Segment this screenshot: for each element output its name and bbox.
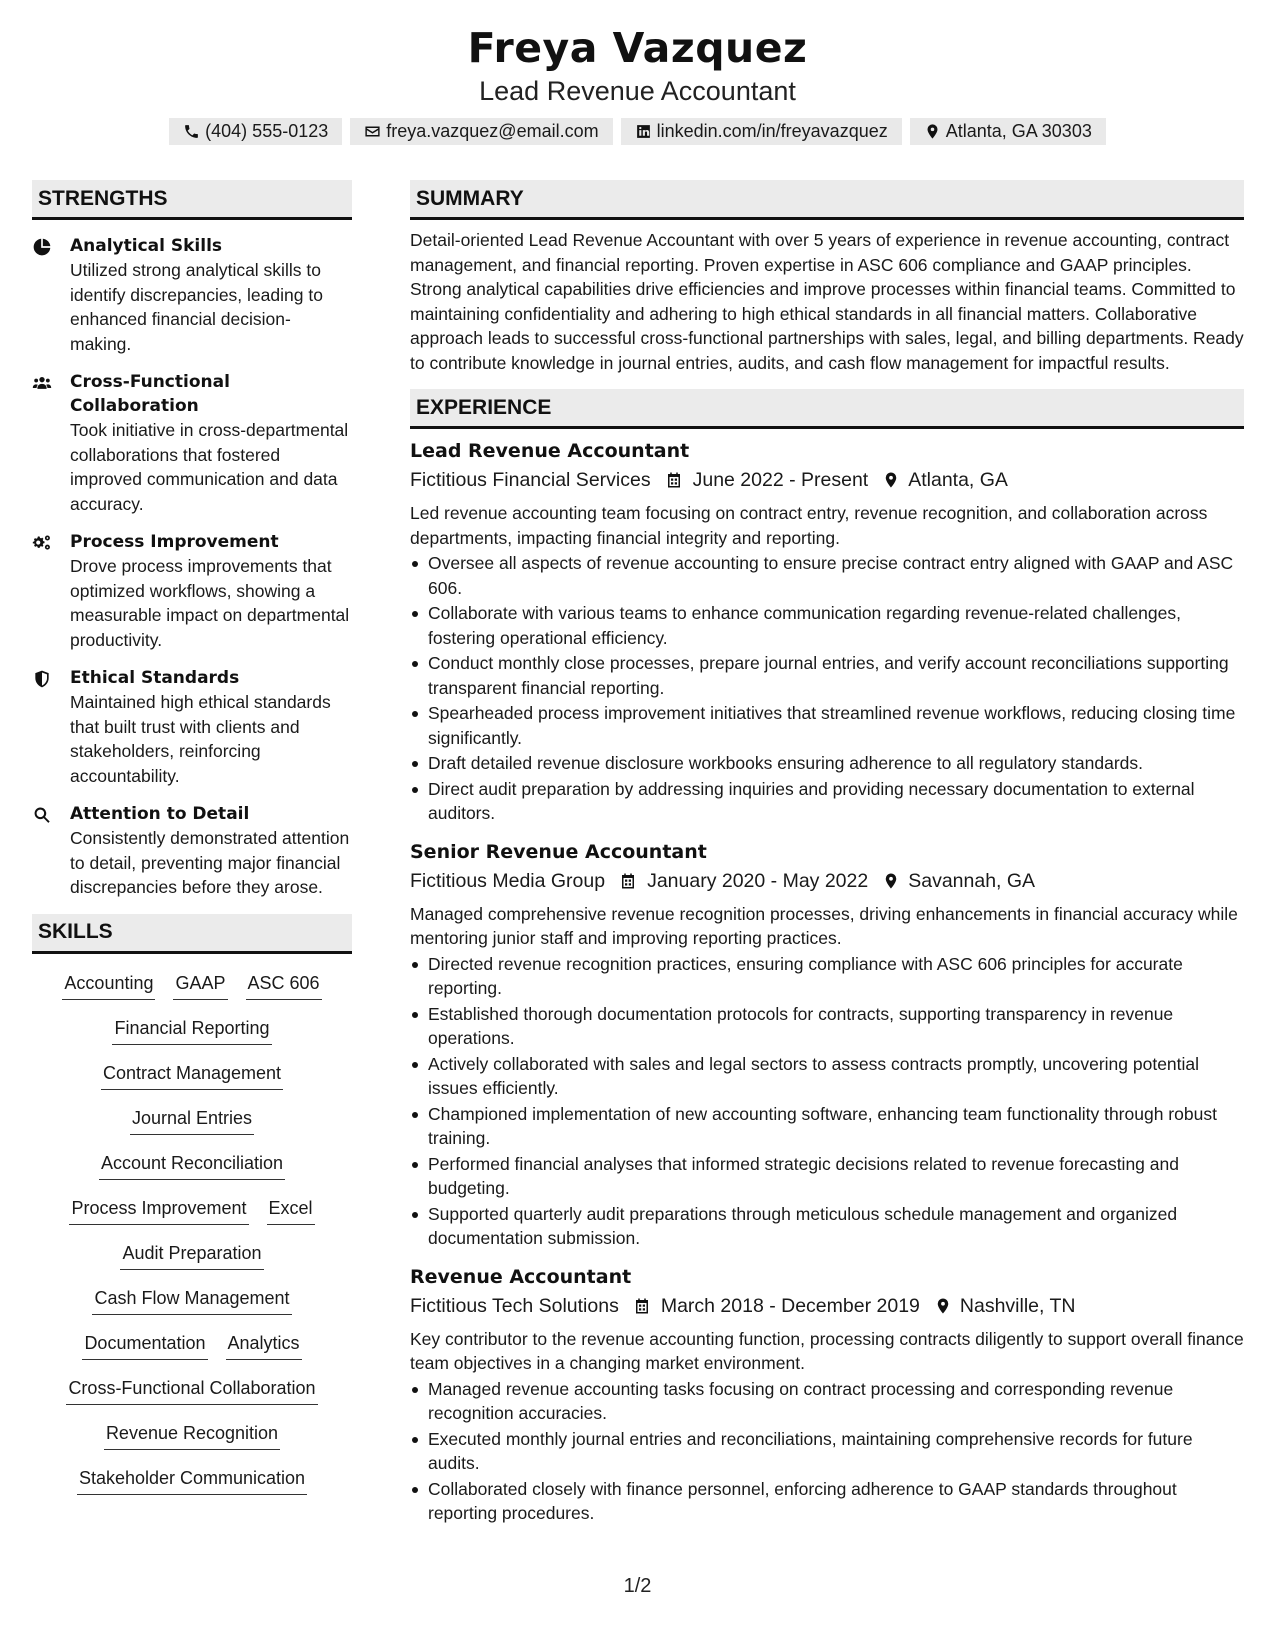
skill-tag: Accounting bbox=[62, 970, 155, 1000]
job-description: Led revenue accounting team focusing on contract entry, revenue recognition, and collaboration across departments, impacting financial integrity and reporting. bbox=[410, 503, 1208, 548]
skill-tag: Excel bbox=[267, 1195, 315, 1225]
list-item: Championed implementation of new accounting software, enhancing team functionality through robust training. bbox=[410, 1102, 1244, 1151]
summary-text: Detail-oriented Lead Revenue Accountant with over 5 years of experience in revenue accounting, contract management, and financial reporting. Proven expertise in ASC 606 compliance and GAAP principles. Strong analytical capabilities drive efficiencies and improve processes within financial teams. Committed to maintaining confidentiality and adhering to high ethical standards in all financial matters. Collaborative approach leads to successful cross-functional partnerships with sales, legal, and billing departments. Ready to contribute knowledge in journal entries, audits, and cash flow management for impactful results. bbox=[410, 230, 1244, 373]
job-title: Revenue Accountant bbox=[410, 1265, 632, 1288]
strength-item bbox=[32, 370, 352, 516]
list-item: Directed revenue recognition practices, ensuring compliance with ASC 606 principles for accurate reporting. bbox=[410, 952, 1244, 1001]
candidate-name: Freya Vazquez bbox=[467, 24, 808, 72]
strength-desc: Maintained high ethical standards that built trust with clients and stakeholders, reinforcing accountability. bbox=[70, 692, 331, 786]
strength-title: Process Improvement bbox=[70, 532, 279, 552]
strength-title: Cross-Functional Collaboration bbox=[70, 372, 230, 416]
skill-tag: ASC 606 bbox=[246, 970, 322, 1000]
job-company: Fictitious Financial Services bbox=[410, 469, 651, 491]
location-text: Atlanta, GA 30303 bbox=[945, 121, 1092, 141]
skill-tag: Analytics bbox=[226, 1330, 302, 1360]
location-pin-icon bbox=[882, 872, 900, 890]
calendar-icon bbox=[633, 1297, 651, 1315]
list-item: Spearheaded process improvement initiatives that streamlined revenue workflows, reducing closing time significantly. bbox=[410, 701, 1244, 750]
list-item: Direct audit preparation by addressing inquiries and providing necessary documentation to external auditors. bbox=[410, 777, 1244, 826]
skill-tag: Account Reconciliation bbox=[99, 1150, 285, 1180]
job-location: Savannah, GA bbox=[908, 869, 1036, 892]
pie-chart-icon bbox=[32, 237, 52, 257]
calendar-icon bbox=[665, 471, 683, 489]
skill-row bbox=[120, 1240, 263, 1285]
job-dates: March 2018 - December 2019 bbox=[660, 1294, 920, 1317]
job-description: Managed comprehensive revenue recognition processes, driving enhancements in financial accuracy while mentoring junior staff and improving reporting practices. bbox=[410, 903, 1238, 948]
list-item: Actively collaborated with sales and legal sectors to assess contracts promptly, uncovering potential issues efficiently. bbox=[410, 1052, 1244, 1101]
strength-desc: Consistently demonstrated attention to detail, preventing major financial discrepancies before they arose. bbox=[70, 828, 350, 897]
skill-tag: Process Improvement bbox=[69, 1195, 248, 1225]
skill-tag: Stakeholder Communication bbox=[77, 1465, 307, 1495]
job-entry bbox=[410, 838, 1244, 1251]
job-meta bbox=[410, 866, 1244, 896]
skills-heading: SKILLS bbox=[32, 914, 352, 954]
skill-tag: Cross-Functional Collaboration bbox=[66, 1375, 317, 1405]
strength-desc: Utilized strong analytical skills to identify discrepancies, leading to enhanced financial decision-making. bbox=[70, 260, 323, 354]
experience-heading: EXPERIENCE bbox=[410, 389, 1244, 429]
skill-row bbox=[62, 970, 321, 1015]
job-location: Atlanta, GA bbox=[908, 469, 1008, 491]
list-item: Draft detailed revenue disclosure workbooks ensuring adherence to all regulatory standards. bbox=[410, 751, 1244, 776]
calendar-icon bbox=[619, 872, 637, 890]
users-icon bbox=[32, 373, 52, 393]
email-text: freya.vazquez@email.com bbox=[386, 121, 599, 141]
strengths-heading: STRENGTHS bbox=[32, 180, 352, 220]
right-column bbox=[410, 180, 1244, 1527]
job-meta bbox=[410, 465, 1244, 495]
skill-row bbox=[130, 1105, 254, 1150]
list-item: Collaborate with various teams to enhance communication regarding revenue-related challenges, fostering operational efficiency. bbox=[410, 601, 1244, 650]
contact-location bbox=[910, 118, 1106, 145]
skill-row bbox=[99, 1150, 285, 1195]
contact-phone bbox=[169, 118, 342, 145]
skill-row bbox=[112, 1015, 271, 1060]
skill-tag: Financial Reporting bbox=[112, 1015, 271, 1045]
list-item: Oversee all aspects of revenue accounting to ensure precise contract entry aligned with GAAP and ASC 606. bbox=[410, 551, 1244, 600]
strength-item bbox=[32, 666, 352, 788]
list-item: Collaborated closely with finance personnel, enforcing adherence to GAAP standards throughout reporting procedures. bbox=[410, 1477, 1244, 1526]
strength-title: Attention to Detail bbox=[70, 804, 250, 824]
strength-item bbox=[32, 802, 352, 900]
job-entry bbox=[410, 1263, 1244, 1526]
shield-icon bbox=[32, 669, 52, 689]
skill-row bbox=[82, 1330, 301, 1375]
gears-icon bbox=[32, 533, 52, 553]
job-bullets bbox=[410, 1377, 1244, 1526]
left-column bbox=[32, 180, 352, 1510]
job-dates: June 2022 - Present bbox=[692, 469, 869, 491]
job-title: Lead Revenue Accountant bbox=[410, 440, 690, 462]
job-title: Senior Revenue Accountant bbox=[410, 840, 707, 863]
strength-item bbox=[32, 530, 352, 652]
job-location: Nashville, TN bbox=[959, 1294, 1076, 1317]
skill-tag: Audit Preparation bbox=[120, 1240, 263, 1270]
job-entry bbox=[410, 437, 1244, 826]
skill-row bbox=[92, 1285, 291, 1330]
skill-tag: GAAP bbox=[173, 970, 227, 1000]
phone-text: (404) 555-0123 bbox=[205, 121, 329, 141]
phone-icon bbox=[183, 123, 200, 140]
page-number: 1/2 bbox=[623, 1575, 652, 1597]
candidate-title: Lead Revenue Accountant bbox=[479, 76, 796, 106]
list-item: Executed monthly journal entries and reconciliations, maintaining comprehensive records for future audits. bbox=[410, 1427, 1244, 1476]
location-pin-icon bbox=[934, 1297, 952, 1315]
skill-row bbox=[104, 1420, 280, 1465]
strength-desc: Drove process improvements that optimized workflows, showing a measurable impact on departmental productivity. bbox=[70, 556, 350, 650]
job-company: Fictitious Media Group bbox=[410, 869, 606, 892]
skill-tag: Cash Flow Management bbox=[92, 1285, 291, 1315]
resume-header bbox=[0, 22, 1275, 145]
list-item: Established thorough documentation protocols for contracts, supporting transparency in revenue operations. bbox=[410, 1002, 1244, 1051]
list-item: Supported quarterly audit preparations through meticulous schedule management and organized documentation submission. bbox=[410, 1202, 1244, 1251]
location-pin-icon bbox=[924, 123, 941, 140]
job-dates: January 2020 - May 2022 bbox=[647, 869, 869, 892]
skill-tag: Documentation bbox=[82, 1330, 207, 1360]
skill-tag: Revenue Recognition bbox=[104, 1420, 280, 1450]
skills-list bbox=[32, 970, 352, 1510]
email-icon bbox=[364, 123, 381, 140]
job-bullets bbox=[410, 952, 1244, 1251]
skill-row bbox=[77, 1465, 307, 1510]
skill-row bbox=[66, 1375, 317, 1420]
contact-email bbox=[350, 118, 612, 145]
list-item: Managed revenue accounting tasks focusing on contract processing and corresponding revenue recognition accuracies. bbox=[410, 1377, 1244, 1426]
contact-bar bbox=[0, 118, 1275, 145]
strengths-list bbox=[32, 234, 352, 900]
linkedin-text: linkedin.com/in/freyavazquez bbox=[656, 121, 888, 141]
skill-tag: Contract Management bbox=[101, 1060, 283, 1090]
job-description: Key contributor to the revenue accounting function, processing contracts diligently to support overall finance team objectives in a changing market environment. bbox=[410, 1328, 1244, 1373]
contact-linkedin bbox=[621, 118, 902, 145]
skill-tag: Journal Entries bbox=[130, 1105, 254, 1135]
strength-item bbox=[32, 234, 352, 356]
skill-row bbox=[69, 1195, 314, 1240]
strength-desc: Took initiative in cross-departmental collaborations that fostered improved communication and data accuracy. bbox=[70, 420, 349, 514]
linkedin-icon bbox=[635, 123, 652, 140]
job-bullets bbox=[410, 551, 1244, 826]
job-meta bbox=[410, 1291, 1244, 1321]
location-pin-icon bbox=[882, 471, 900, 489]
strength-title: Ethical Standards bbox=[70, 668, 240, 688]
summary-heading: SUMMARY bbox=[410, 180, 1244, 220]
skill-row bbox=[101, 1060, 283, 1105]
job-company: Fictitious Tech Solutions bbox=[410, 1294, 619, 1317]
list-item: Performed financial analyses that informed strategic decisions related to revenue forecasting and budgeting. bbox=[410, 1152, 1244, 1201]
list-item: Conduct monthly close processes, prepare journal entries, and verify account reconciliations supporting transparent financial reporting. bbox=[410, 651, 1244, 700]
search-icon bbox=[32, 805, 52, 825]
strength-title: Analytical Skills bbox=[70, 236, 223, 256]
